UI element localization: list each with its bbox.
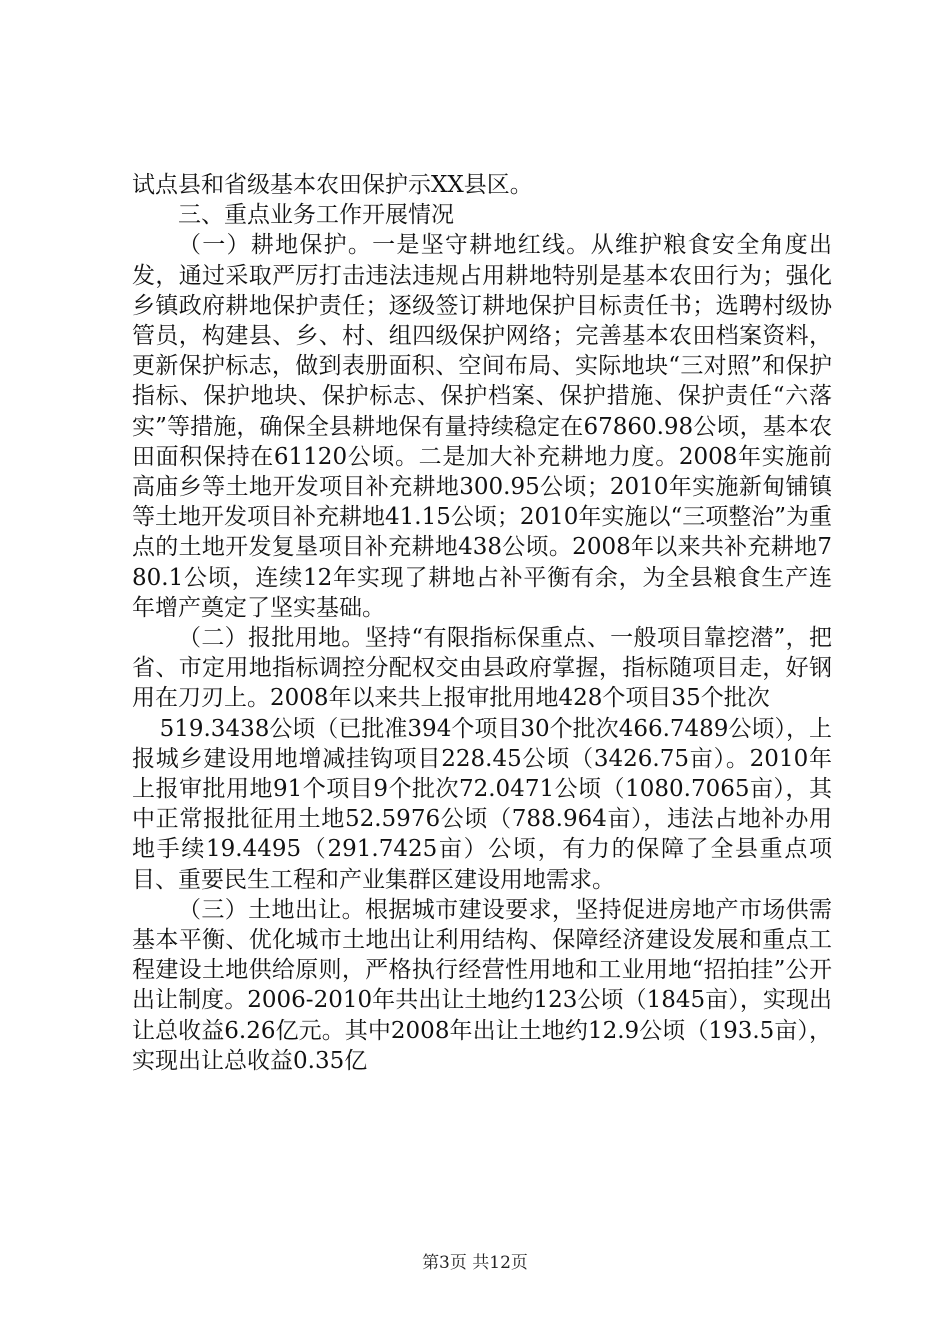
paragraph-continuation: 试点县和省级基本农田保护示XX县区。 [132,172,533,198]
paragraph-land-approval-continued: 519.3438公顷（已批准394个项目30个批次466.7489公顷），上报城乡建设用地增减挂钩项目228.45公顷（3426.75亩）。2010年上报审批用地91个项目9个批次72.0471公顷（1080.7065亩），其中正常报批征用土地52.5976公顷（788.964亩），违法占地补办用地手续19.4495（291.7425亩）公顷，有力的保障了全县重点项目、重要民生工程和产业集群区建设用地需求。 [132,715,832,893]
paragraph-land-transfer: （三）土地出让。根据城市建设要求，坚持促进房地产市场供需基本平衡、优化城市土地出让利用结构、保障经济建设发展和重点工程建设土地供给原则，严格执行经营性用地和工业用地“招拍挂”公开出让制度。2006-2010年共出让土地约123公顷（1845亩），实现出让总收益6.26亿元。其中2008年出让土地约12.9公顷（193.5亩），实现出让总收益0.35亿 [132,896,832,1074]
document-body [132,170,832,1076]
page-number-footer: 第3页 共12页 [422,1253,528,1273]
section-heading: 三、重点业务工作开展情况 [178,202,454,229]
paragraph-farmland-protection: （一）耕地保护。一是坚守耕地红线。从维护粮食安全角度出发，通过采取严厉打击违法违规占用耕地特别是基本农田行为；强化乡镇政府耕地保护责任；逐级签订耕地保护目标责任书；选聘村级协管员，构建县、乡、村、组四级保护网络；完善基本农田档案资料，更新保护标志，做到表册面积、空间布局、实际地块“三对照”和保护指标、保护地块、保护标志、保护档案、保护措施、保护责任“六落实”等措施，确保全县耕地保有量持续稳定在67860.98公顷，基本农田面积保持在61120公顷。二是加大补充耕地力度。2008年实施前高庙乡等土地开发项目补充耕地300.95公顷；2010年实施新甸铺镇等土地开发项目补充耕地41.15公顷；2010年实施以“三项整治”为重点的土地开发复垦项目补充耕地438公顷。2008年以来共补充耕地780.1公顷，连续12年实现了耕地占补平衡有余，为全县粮食生产连年增产奠定了坚实基础。 [132,232,832,621]
paragraph-land-approval: （二）报批用地。坚持“有限指标保重点、一般项目靠挖潜”，把省、市定用地指标调控分配权交由县政府掌握，指标随项目走，好钢用在刀刃上。2008年以来共上报审批用地428个项目35个批次 [132,625,832,712]
